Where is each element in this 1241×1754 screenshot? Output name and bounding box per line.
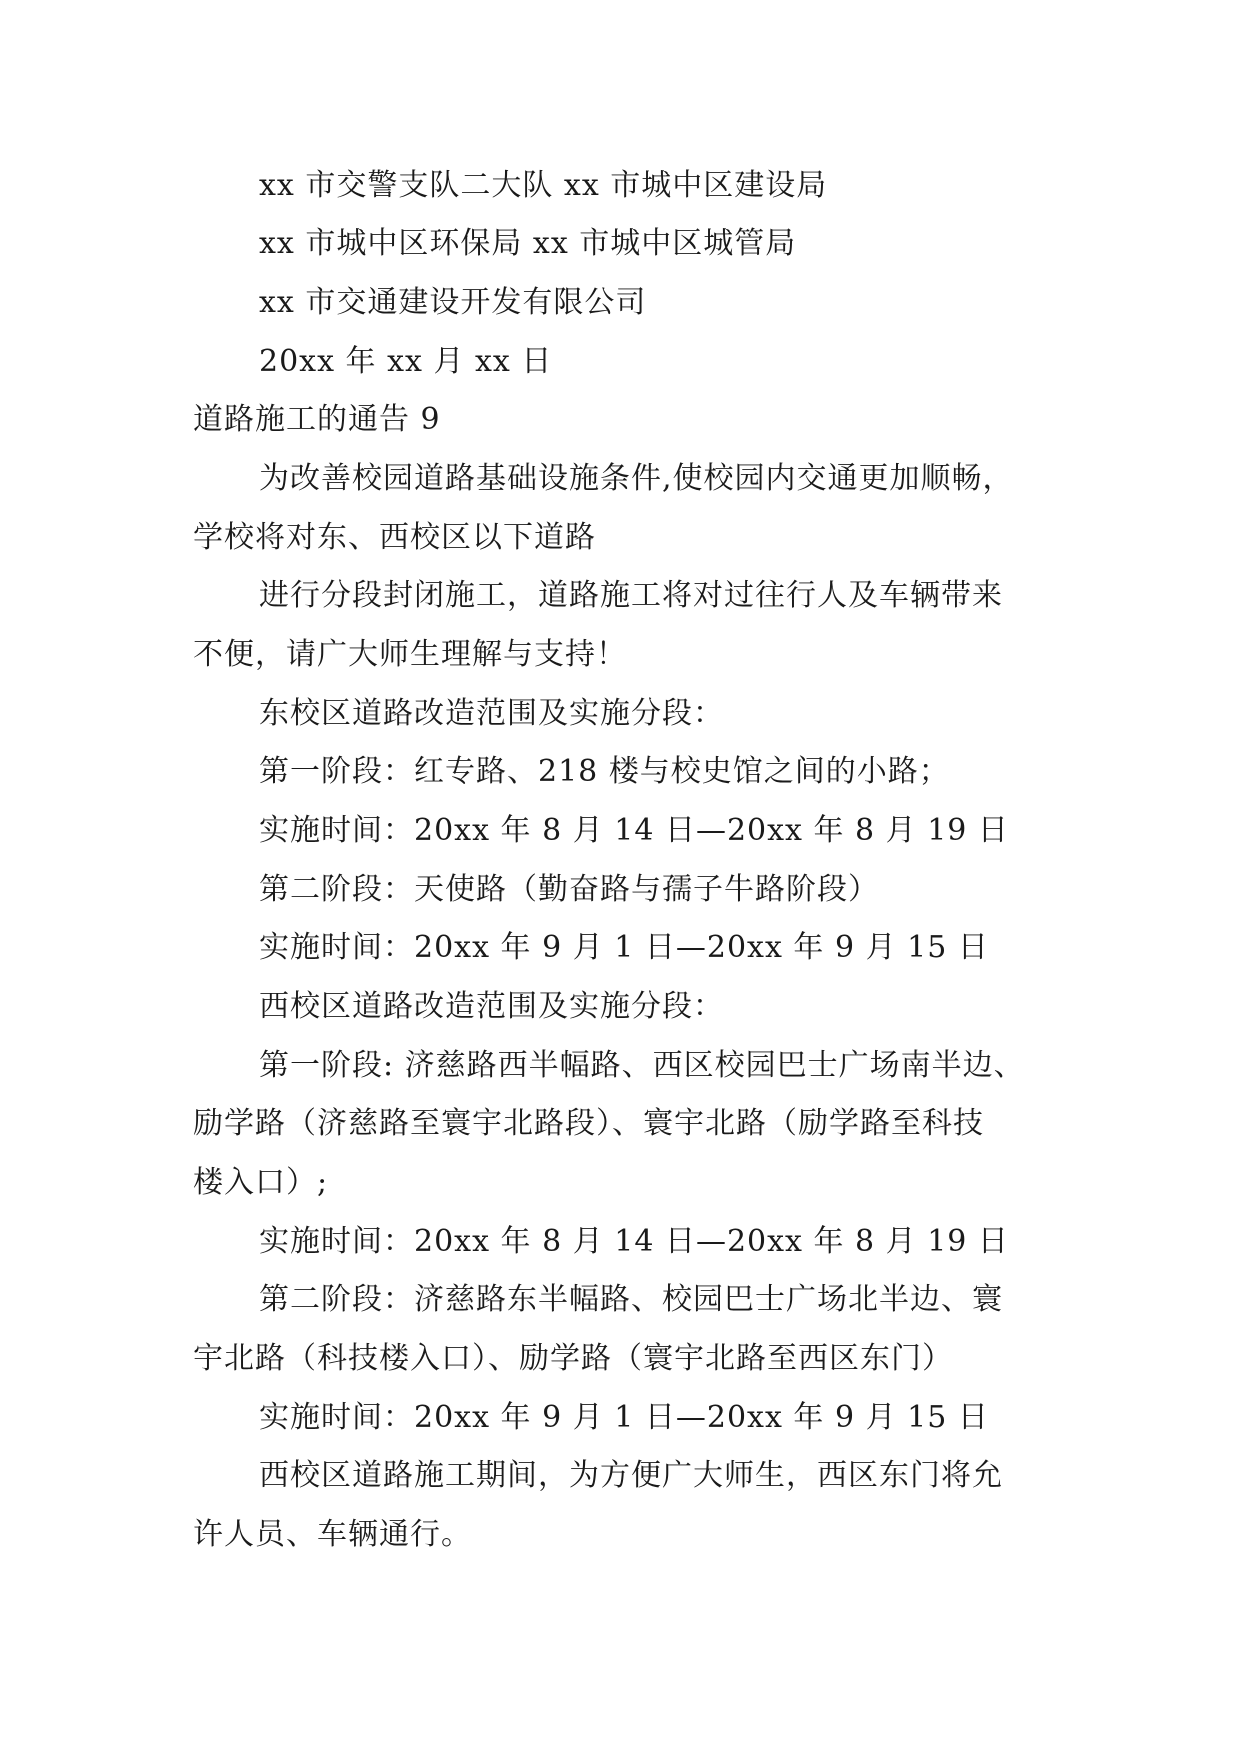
body-line: 实施时间：20xx 年 9 月 1 日—20xx 年 9 月 15 日 [259,930,989,965]
body-line: 励学路（济慈路至寰宇北路段）、寰宇北路（励学路至科技 [193,1106,984,1141]
body-line: 学校将对东、西校区以下道路 [193,520,596,555]
signature-line: xx 市交警支队二大队 xx 市城中区建设局 [259,168,828,203]
notice-date: 20xx 年 xx 月 xx 日 [259,344,553,379]
body-line: 宇北路（科技楼入口）、励学路（寰宇北路至西区东门） [193,1341,953,1376]
body-line: 第一阶段: 济慈路西半幅路、西区校园巴士广场南半边、 [259,1048,1025,1083]
signature-line: xx 市交通建设开发有限公司 [259,285,647,320]
body-line: 东校区道路改造范围及实施分段： [259,696,724,731]
body-line: 楼入口）; [193,1165,329,1200]
body-line: 进行分段封闭施工，道路施工将对过往行人及车辆带来 [259,578,1003,613]
body-line: 许人员、车辆通行。 [193,1517,472,1552]
body-line: 为改善校园道路基础设施条件,使校园内交通更加顺畅， [259,461,1014,496]
body-line: 第一阶段：红专路、218 楼与校史馆之间的小路； [259,754,950,789]
body-line: 第二阶段：天使路（勤奋路与孺子牛路阶段） [259,872,879,907]
body-line: 西校区道路施工期间，为方便广大师生，西区东门将允 [259,1458,1003,1493]
body-line: 实施时间：20xx 年 9 月 1 日—20xx 年 9 月 15 日 [259,1400,989,1435]
signature-line: xx 市城中区环保局 xx 市城中区城管局 [259,226,797,261]
body-line: 第二阶段：济慈路东半幅路、校园巴士广场北半边、寰 [259,1282,1003,1317]
section-title: 道路施工的通告 9 [193,402,441,437]
body-line: 西校区道路改造范围及实施分段： [259,989,724,1024]
body-line: 不便，请广大师生理解与支持！ [193,637,627,672]
body-line: 实施时间：20xx 年 8 月 14 日—20xx 年 8 月 19 日 [259,1224,1009,1259]
body-line: 实施时间：20xx 年 8 月 14 日—20xx 年 8 月 19 日 [259,813,1009,848]
